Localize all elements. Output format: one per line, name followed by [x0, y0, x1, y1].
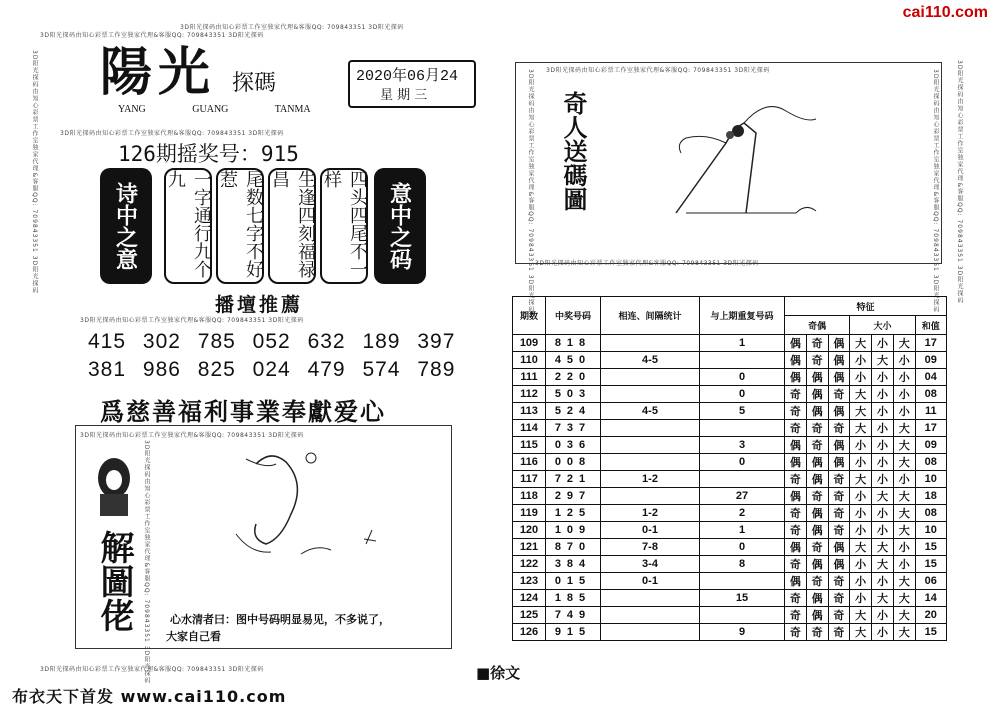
- cell-span: [601, 607, 700, 624]
- cell-size: 大: [893, 335, 915, 352]
- cell-span: 1-2: [601, 471, 700, 488]
- watermark-top-2: 3D阳光探码由知心彩票工作室独家代理&客服QQ: 709843351 3D阳光探码: [180, 24, 404, 31]
- cell-size: 小: [872, 607, 894, 624]
- cell-code: 384: [546, 556, 601, 573]
- cell-period: 109: [513, 335, 546, 352]
- cell-sum: 18: [915, 488, 946, 505]
- table-row: [513, 437, 947, 454]
- table-row: [513, 624, 947, 641]
- cell-code: 008: [546, 454, 601, 471]
- table-row: [513, 505, 947, 522]
- cell-period: 111: [513, 369, 546, 386]
- cell-code: 818: [546, 335, 601, 352]
- cell-parity: 奇: [806, 488, 828, 505]
- cell-parity: 奇: [785, 624, 807, 641]
- cell-size: 小: [872, 624, 894, 641]
- cell-size: 小: [872, 471, 894, 488]
- cell-size: 大: [850, 471, 872, 488]
- cell-parity: 奇: [806, 539, 828, 556]
- cell-parity: 奇: [806, 420, 828, 437]
- cell-parity: 偶: [828, 556, 850, 573]
- cell-size: 大: [850, 607, 872, 624]
- cell-repeat: 0: [700, 386, 785, 403]
- numbers-row-2: [88, 358, 455, 382]
- table-row: [513, 573, 947, 590]
- cell-size: 小: [872, 454, 894, 471]
- cell-sum: 14: [915, 590, 946, 607]
- cell-period: 110: [513, 352, 546, 369]
- cell-parity: 偶: [828, 539, 850, 556]
- watermark-left: 3D阳光探码由知心彩票工作室独家代理&客服QQ: 709843351 3D阳光探码: [31, 50, 38, 295]
- cell-repeat: [700, 607, 785, 624]
- weekday-text: 星 期 三: [380, 88, 428, 103]
- cell-period: 113: [513, 403, 546, 420]
- cell-repeat: 3: [700, 437, 785, 454]
- cell-parity: 奇: [785, 607, 807, 624]
- cell-repeat: [700, 573, 785, 590]
- cell-parity: 偶: [828, 454, 850, 471]
- cell-span: 4-5: [601, 352, 700, 369]
- th-repeat: 与上期重复号码: [700, 297, 785, 335]
- cell-parity: 奇: [828, 488, 850, 505]
- cell-size: 小: [893, 352, 915, 369]
- cell-code: 036: [546, 437, 601, 454]
- cell-sum: 15: [915, 624, 946, 641]
- cell-parity: 奇: [785, 556, 807, 573]
- cell-size: 小: [850, 590, 872, 607]
- qiren-title: 奇人送碼圖: [559, 91, 588, 211]
- cell-repeat: [700, 352, 785, 369]
- history-table: [512, 296, 947, 641]
- cell-sum: 15: [915, 539, 946, 556]
- cell-sum: 10: [915, 471, 946, 488]
- cell-size: 小: [893, 403, 915, 420]
- site-logo[interactable]: cai110.com: [902, 4, 988, 21]
- table-row: [513, 369, 947, 386]
- watermark-qiren: 3D阳光探码由知心彩票工作室独家代理&客服QQ: 709843351 3D阳光探码: [546, 67, 770, 74]
- side-left-box: 诗中之意: [100, 168, 152, 284]
- brand-title: 陽光: [100, 42, 217, 103]
- numbers-row-1: [88, 330, 455, 354]
- cell-size: 小: [850, 505, 872, 522]
- cell-code: 109: [546, 522, 601, 539]
- cell-size: 大: [893, 454, 915, 471]
- cell-parity: 偶: [785, 454, 807, 471]
- cell-parity: 奇: [806, 573, 828, 590]
- cell-parity: 偶: [806, 607, 828, 624]
- poem-line-4: 四头四尾不一样: [320, 168, 368, 284]
- cell-span: [601, 386, 700, 403]
- cell-parity: 奇: [806, 335, 828, 352]
- cell-parity: 偶: [806, 386, 828, 403]
- cell-parity: 偶: [806, 505, 828, 522]
- cell-size: 大: [893, 420, 915, 437]
- num: 024: [252, 358, 291, 381]
- cell-size: 小: [850, 352, 872, 369]
- cell-parity: 奇: [828, 624, 850, 641]
- cell-size: 小: [850, 437, 872, 454]
- cell-period: 126: [513, 624, 546, 641]
- table-row: [513, 420, 947, 437]
- th-period: 期数: [513, 297, 546, 335]
- cell-size: 大: [850, 335, 872, 352]
- cell-parity: 偶: [806, 471, 828, 488]
- cell-span: [601, 420, 700, 437]
- watermark-rec: 3D阳光探码由知心彩票工作室独家代理&客服QQ: 709843351 3D阳光探码: [80, 317, 304, 324]
- num: 632: [307, 330, 346, 353]
- cell-span: 4-5: [601, 403, 700, 420]
- cell-parity: 偶: [828, 403, 850, 420]
- cell-span: [601, 437, 700, 454]
- cell-repeat: 2: [700, 505, 785, 522]
- th-sum: 和值: [915, 316, 946, 335]
- table-body: [513, 335, 947, 641]
- cell-repeat: [700, 471, 785, 488]
- cell-size: 大: [850, 539, 872, 556]
- cell-code: 185: [546, 590, 601, 607]
- cell-span: [601, 335, 700, 352]
- cell-sum: 04: [915, 369, 946, 386]
- cell-repeat: 8: [700, 556, 785, 573]
- cell-period: 123: [513, 573, 546, 590]
- num: 479: [307, 358, 346, 381]
- th-span: 相连、间隔统计: [601, 297, 700, 335]
- cell-sum: 11: [915, 403, 946, 420]
- cell-parity: 奇: [806, 437, 828, 454]
- table-row: [513, 403, 947, 420]
- cell-repeat: 1: [700, 335, 785, 352]
- cell-period: 125: [513, 607, 546, 624]
- cell-code: 297: [546, 488, 601, 505]
- cell-parity: 偶: [828, 352, 850, 369]
- watermark-top: 3D阳光探码由知心彩票工作室独家代理&客服QQ: 709843351 3D阳光探码: [40, 32, 264, 39]
- cell-parity: 奇: [828, 590, 850, 607]
- recommend-title: 播壇推薦: [215, 294, 304, 316]
- cell-size: 大: [850, 624, 872, 641]
- th-feature: 特征: [785, 297, 947, 316]
- cell-parity: 奇: [785, 590, 807, 607]
- cell-sum: 09: [915, 437, 946, 454]
- poem-line-3: 生逢四刻福禄昌: [268, 168, 316, 284]
- table-row: [513, 590, 947, 607]
- cell-size: 大: [893, 488, 915, 505]
- cell-size: 大: [893, 573, 915, 590]
- num: 302: [142, 330, 181, 353]
- cell-size: 小: [893, 539, 915, 556]
- num: 789: [417, 358, 456, 381]
- author-tag: ■徐文: [476, 664, 521, 682]
- table-row: [513, 335, 947, 352]
- cell-parity: 偶: [806, 590, 828, 607]
- cell-parity: 奇: [828, 522, 850, 539]
- table-row: [513, 454, 947, 471]
- watermark-puzzle-v: 3D阳光探码由知心彩票工作室独家代理&客服QQ: 709843351 3D阳光探码: [143, 440, 150, 685]
- cell-period: 115: [513, 437, 546, 454]
- puzzle-sketch: [196, 444, 396, 564]
- cell-sum: 10: [915, 522, 946, 539]
- date-box: [348, 60, 476, 108]
- cell-period: 120: [513, 522, 546, 539]
- cell-size: 大: [893, 590, 915, 607]
- cell-code: 721: [546, 471, 601, 488]
- cell-repeat: 5: [700, 403, 785, 420]
- note-2: 大家自己看: [166, 630, 221, 643]
- cell-size: 小: [850, 488, 872, 505]
- cell-parity: 奇: [828, 607, 850, 624]
- cell-size: 小: [850, 369, 872, 386]
- brand-subtitle: 探碼: [232, 71, 277, 96]
- table-row: [513, 386, 947, 403]
- cell-size: 小: [893, 556, 915, 573]
- cell-size: 大: [893, 607, 915, 624]
- cell-parity: 偶: [828, 369, 850, 386]
- watermark-right: 3D阳光探码由知心彩票工作室独家代理&客服QQ: 709843351 3D阳光探码: [956, 60, 963, 305]
- cell-period: 118: [513, 488, 546, 505]
- side-right-box: 意中之码: [374, 168, 426, 284]
- cell-parity: 偶: [806, 369, 828, 386]
- cell-code: 524: [546, 403, 601, 420]
- cell-parity: 偶: [828, 335, 850, 352]
- cell-sum: 08: [915, 386, 946, 403]
- cell-code: 749: [546, 607, 601, 624]
- cell-size: 小: [872, 369, 894, 386]
- qiren-sketch: [646, 93, 826, 223]
- cell-span: [601, 590, 700, 607]
- cell-period: 112: [513, 386, 546, 403]
- cell-repeat: 15: [700, 590, 785, 607]
- cell-parity: 奇: [785, 471, 807, 488]
- cell-repeat: 1: [700, 522, 785, 539]
- watermark-qiren-v: 3D阳光探码由知心彩票工作室独家代理&客服QQ: 709843351 3D阳光探码: [527, 69, 534, 314]
- prize-number: 126期摇奖号：915: [118, 142, 299, 166]
- cell-code: 870: [546, 539, 601, 556]
- cell-code: 503: [546, 386, 601, 403]
- cell-parity: 奇: [785, 386, 807, 403]
- cell-repeat: [700, 420, 785, 437]
- brand-pinyin: [118, 104, 311, 115]
- cell-size: 小: [872, 335, 894, 352]
- cell-size: 小: [893, 386, 915, 403]
- cell-size: 大: [850, 403, 872, 420]
- charity-banner: 爲慈善福利事業奉獻爱心: [100, 397, 386, 426]
- cell-size: 大: [872, 556, 894, 573]
- puzzle-box: [75, 425, 452, 685]
- watermark-puzzle: 3D阳光探码由知心彩票工作室独家代理&客服QQ: 709843351 3D阳光探码: [80, 432, 304, 439]
- cell-parity: 奇: [828, 420, 850, 437]
- num: 189: [362, 330, 401, 353]
- cell-code: 450: [546, 352, 601, 369]
- cell-parity: 奇: [806, 352, 828, 369]
- cell-sum: 06: [915, 573, 946, 590]
- cell-parity: 偶: [806, 403, 828, 420]
- cell-period: 122: [513, 556, 546, 573]
- table-row: [513, 488, 947, 505]
- cell-parity: 奇: [828, 573, 850, 590]
- poem-line-2: 尾数七字不好惹: [216, 168, 264, 284]
- cell-size: 大: [893, 437, 915, 454]
- cell-parity: 奇: [785, 420, 807, 437]
- cell-parity: 偶: [785, 369, 807, 386]
- cell-repeat: 0: [700, 539, 785, 556]
- cell-size: 大: [872, 488, 894, 505]
- cell-size: 大: [893, 522, 915, 539]
- num: 415: [88, 330, 127, 353]
- cell-period: 119: [513, 505, 546, 522]
- cell-size: 大: [872, 352, 894, 369]
- cell-parity: 奇: [785, 505, 807, 522]
- cell-repeat: 0: [700, 454, 785, 471]
- cell-parity: 奇: [785, 403, 807, 420]
- cell-size: 小: [872, 403, 894, 420]
- cell-period: 121: [513, 539, 546, 556]
- cell-span: 3-4: [601, 556, 700, 573]
- cell-size: 小: [850, 573, 872, 590]
- watermark-bottom: 3D阳光探码由知心彩票工作室独家代理&客服QQ: 709843351 3D阳光探码: [40, 666, 264, 673]
- num: 825: [197, 358, 236, 381]
- poem-line-1: 一字通行九个九: [164, 168, 212, 284]
- cell-size: 小: [893, 471, 915, 488]
- cell-parity: 偶: [785, 335, 807, 352]
- cell-parity: 偶: [785, 437, 807, 454]
- cell-period: 117: [513, 471, 546, 488]
- cell-size: 小: [893, 369, 915, 386]
- cell-span: [601, 454, 700, 471]
- pinyin-3: TANMA: [274, 104, 311, 115]
- pinyin-2: GUANG: [192, 104, 229, 115]
- table-row: [513, 471, 947, 488]
- num: 986: [142, 358, 181, 381]
- cell-code: 915: [546, 624, 601, 641]
- cell-span: 0-1: [601, 573, 700, 590]
- table-row: [513, 556, 947, 573]
- cell-parity: 奇: [828, 505, 850, 522]
- cell-size: 大: [893, 624, 915, 641]
- cell-sum: 17: [915, 335, 946, 352]
- watermark-table: 3D阳光探码由知心彩票工作室独家代理&客服QQ: 709843351 3D阳光探码: [535, 260, 759, 267]
- watermark-qiren-v2: 3D阳光探码由知心彩票工作室独家代理&客服QQ: 709843351 3D阳光探码: [932, 69, 939, 314]
- cell-parity: 偶: [785, 352, 807, 369]
- cell-sum: 17: [915, 420, 946, 437]
- cell-period: 116: [513, 454, 546, 471]
- cell-code: 220: [546, 369, 601, 386]
- cell-size: 小: [850, 522, 872, 539]
- cell-parity: 偶: [785, 539, 807, 556]
- cell-size: 小: [872, 573, 894, 590]
- cell-parity: 奇: [828, 471, 850, 488]
- cell-period: 124: [513, 590, 546, 607]
- watermark-mid: 3D阳光探码由知心彩票工作室独家代理&客服QQ: 709843351 3D阳光探码: [60, 130, 284, 137]
- cell-sum: 08: [915, 505, 946, 522]
- th-parity: 奇偶: [785, 316, 850, 335]
- cell-sum: 09: [915, 352, 946, 369]
- cell-parity: 偶: [828, 437, 850, 454]
- cell-sum: 08: [915, 454, 946, 471]
- portrait-image: [92, 456, 136, 516]
- cell-size: 小: [872, 505, 894, 522]
- cell-code: 737: [546, 420, 601, 437]
- num: 052: [252, 330, 291, 353]
- cell-repeat: 9: [700, 624, 785, 641]
- cell-parity: 偶: [785, 573, 807, 590]
- table-row: [513, 352, 947, 369]
- pinyin-1: YANG: [118, 104, 146, 115]
- cell-parity: 偶: [806, 556, 828, 573]
- cell-size: 大: [872, 539, 894, 556]
- cell-code: 125: [546, 505, 601, 522]
- cell-size: 小: [872, 420, 894, 437]
- table-row: [513, 607, 947, 624]
- cell-size: 小: [872, 437, 894, 454]
- cell-parity: 偶: [806, 522, 828, 539]
- cell-span: 7-8: [601, 539, 700, 556]
- num: 381: [88, 358, 127, 381]
- cell-size: 小: [850, 454, 872, 471]
- cell-size: 大: [850, 420, 872, 437]
- date-text: 2020年06月24: [356, 68, 459, 85]
- num: 397: [417, 330, 456, 353]
- cell-repeat: 27: [700, 488, 785, 505]
- table-row: [513, 539, 947, 556]
- th-code: 中奖号码: [546, 297, 601, 335]
- cell-size: 小: [872, 522, 894, 539]
- cell-span: [601, 369, 700, 386]
- cell-parity: 偶: [785, 488, 807, 505]
- cell-parity: 奇: [785, 522, 807, 539]
- cell-size: 大: [872, 590, 894, 607]
- jietu-title: 解圖佬: [94, 530, 134, 632]
- cell-span: 1-2: [601, 505, 700, 522]
- cell-span: [601, 624, 700, 641]
- table-row: [513, 522, 947, 539]
- cell-size: 小: [850, 556, 872, 573]
- cell-repeat: 0: [700, 369, 785, 386]
- cell-size: 大: [893, 505, 915, 522]
- footer-text[interactable]: 布衣天下首发 www.cai110.com: [12, 687, 287, 706]
- cell-parity: 奇: [828, 386, 850, 403]
- num: 785: [197, 330, 236, 353]
- cell-sum: 15: [915, 556, 946, 573]
- num: 574: [362, 358, 401, 381]
- th-size: 大小: [850, 316, 915, 335]
- cell-parity: 奇: [806, 624, 828, 641]
- cell-size: 大: [850, 386, 872, 403]
- note-1: 心水清者曰：图中号码明显易见，不多说了，: [170, 613, 390, 626]
- cell-span: [601, 488, 700, 505]
- cell-period: 114: [513, 420, 546, 437]
- cell-sum: 20: [915, 607, 946, 624]
- cell-parity: 偶: [806, 454, 828, 471]
- cell-span: 0-1: [601, 522, 700, 539]
- cell-code: 015: [546, 573, 601, 590]
- cell-size: 小: [872, 386, 894, 403]
